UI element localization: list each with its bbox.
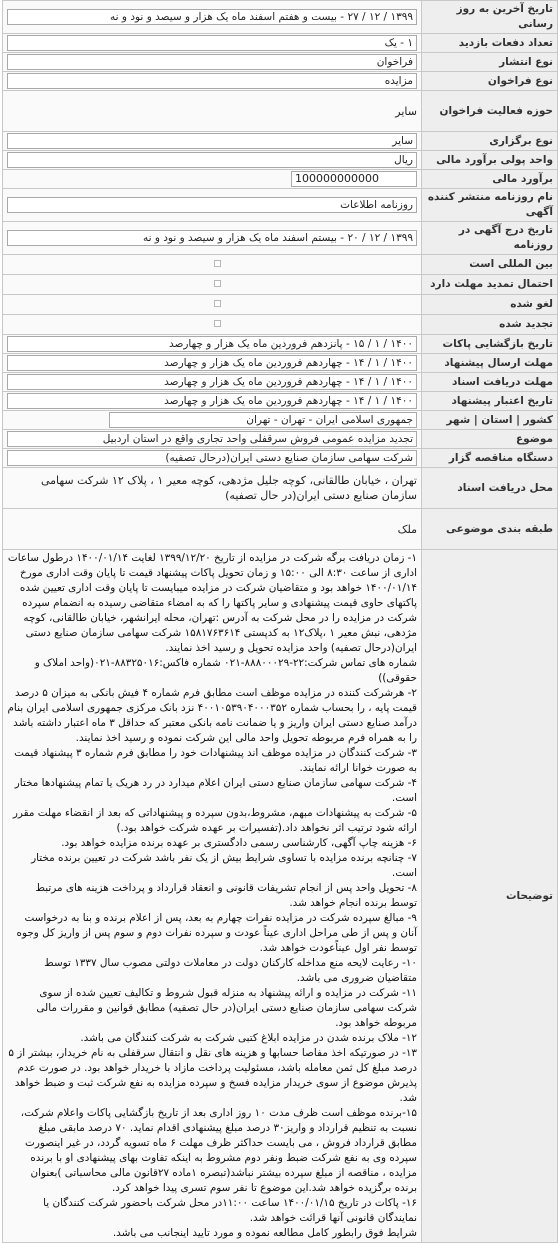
row-address [3, 468, 558, 509]
description-body [3, 550, 422, 1243]
row-currency [3, 151, 558, 170]
publish-type-label: نوع انتشار [422, 53, 558, 72]
row-holding-type [3, 132, 558, 151]
description-paragraph: ۳- شرکت کنندگان در مزایده موظف اند پیشنهادات خود را مطابق فرم شماره ۳ پیشنهاد قیمت به صورت خوانا ارائه نمایند. [14, 747, 417, 774]
location-label: کشور | استان | شهر [422, 411, 558, 430]
tender-info-table [2, 0, 558, 1243]
subject-value: تجدید مزایده عمومی فروش سرقفلی واحد تجاری واقع در استان اردبیل [7, 431, 417, 447]
activity-area-label: حوزه فعالیت فراخوان [422, 91, 558, 132]
description-paragraph: شماره های تماس شرکت:۲۲-۸۸۸۰۰۰۲۹-۰۲۱ شماره فاکس:۸۸۳۲۵۰۱۶-۰۲۱(واحد املاک و حقوقی)) [34, 657, 417, 684]
newspaper-date-value: ۱۳۹۹ / ۱۲ / ۲۰ - بیستم اسفند ماه یک هزار و سیصد و نود و نه [7, 230, 417, 246]
opening-date-value: ۱۴۰۰ / ۱ / ۱۵ - پانزدهم فروردین ماه یک هزار و چهارصد [7, 336, 417, 352]
last-update-value: ۱۳۹۹ / ۱۲ / ۲۷ - بیست و هفتم اسفند ماه یک هزار و سیصد و نود و نه [7, 9, 417, 25]
cancelled-label: لغو شده [422, 295, 558, 315]
description-paragraph: ۱۱- شرکت در مزایده و ارائه پیشنهاد به منزله قبول شروط و تکالیف تعیین شده از سوی شرکت سهامی سازمان صنایع دستی ایران(در حال تصفیه) مطابق قوانین و مقررات مالی مربوطه خواهد بود. [36, 987, 417, 1029]
currency-label: واحد پولی برآورد مالی [422, 151, 558, 170]
row-last-update [3, 1, 558, 34]
extension-label: احتمال تمدید مهلت دارد [422, 275, 558, 295]
row-send-deadline [3, 354, 558, 373]
description-paragraph: ۱- زمان دریافت برگه شرکت در مزایده از تاریخ ۱۳۹۹/۱۲/۲۰ لغایت ۱۴۰۰/۰۱/۱۴ درطول ساعات اداری از ساعت ۸:۳۰ الی ۱۵:۰۰ و زمان تحویل پاکات پیشنهاد قیمت تا پایان وقت اداری مورخ ۱۴۰۰/۰۱/۱۴ خواهد بود و متقاضیان شرکت در مزایده میبایست تا پایان وقت اداری تعیین شده پاکتهای حاوی قیمت پیشنهادی و سایر پاکتها را که به امضاء متقاضی رسیده به انضمام سپرده شرکت در مزایده را در محل شرکت به آدرس :تهران، محله ایرانشهر، خیابان طالقانی، کوچه مژدهی، نبش معیر ۱ ،پلاک۱۲ به کدپستی ۱۵۸۱۷۶۳۶۱۴ شرکت سهامی سازمان صنایع دستی ایران(درحال تصفیه) واحد مزایده تحویل و رسید اخذ نمایند. [7, 552, 417, 654]
description-paragraph: ۷- چنانچه برنده مزایده با تساوی شرایط بیش از یک نفر باشد شرکت در تعیین برنده مختار است. [31, 852, 417, 879]
activity-area-value: سایر [3, 91, 422, 132]
description-paragraph: ۱۳- در صورتیکه اخذ مفاصا حسابها و هزینه های نقل و انتقال سرقفلی به نام خریدار، بیشتر از ۵ درصد مبلغ کل ثمن معامله باشد، مسئولیت پرداخت مازاد با خریدار خواهد بود. در صورت عدم پذیرش موضوع از سوی خریدار مزایده فسخ و سپرده مزایده به نفع شرکت ثبت و ضبط خواهد شد. [8, 1047, 417, 1104]
receive-deadline-value: ۱۴۰۰ / ۱ / ۱۴ - چهاردهم فروردین ماه یک هزار و چهارصد [7, 374, 417, 390]
holding-type-label: نوع برگزاری [422, 132, 558, 151]
organizer-label: دستگاه مناقصه گزار [422, 449, 558, 468]
row-organizer [3, 449, 558, 468]
publish-type-value: فراخوان [7, 54, 417, 70]
call-type-label: نوع فراخوان [422, 72, 558, 91]
row-validity-date [3, 392, 558, 411]
row-visit-count [3, 34, 558, 53]
currency-value: ریال [7, 152, 417, 168]
last-update-label: تاریخ آخرین به روز رسانی [422, 1, 558, 34]
international-label: بین المللی است [422, 255, 558, 275]
row-call-type [3, 72, 558, 91]
row-extension [3, 275, 558, 295]
estimate-value: 100000000000 [291, 171, 417, 187]
newspaper-label: نام روزنامه منتشر کننده آگهی [422, 189, 558, 222]
row-newspaper [3, 189, 558, 222]
row-renewed [3, 315, 558, 335]
newspaper-value: روزنامه اطلاعات [7, 197, 417, 213]
row-estimate [3, 170, 558, 189]
row-opening-date [3, 335, 558, 354]
renewed-checkbox [214, 320, 221, 327]
row-newspaper-date [3, 222, 558, 255]
validity-date-value: ۱۴۰۰ / ۱ / ۱۴ - چهاردهم فروردین ماه یک هزار و چهارصد [7, 393, 417, 409]
validity-date-label: تاریخ اعتبار پیشنهاد [422, 392, 558, 411]
estimate-label: برآورد مالی [422, 170, 558, 189]
row-category [3, 509, 558, 550]
description-paragraph: ۹- مبالغ سپرده شرکت در مزایده نفرات چهارم به بعد، پس از اعلام برنده و بنا به درخواست آنان و پس از طی مراحل اداری عیناً عودت و سپرده نفرات دوم و سوم پس از واریز کل وجوه توسط نفر اول عیناًعودت خواهد شد. [16, 912, 417, 954]
description-paragraph: ۱۵-برنده موظف است ظرف مدت ۱۰ روز اداری بعد از تاریخ بازگشایی پاکات واعلام شرکت، نسبت به تنظیم قرارداد و واریز۳۰ درصد مبلغ پیشنهادی اقدام نماید. ۷۰ درصد مابقی مبلغ مطابق قرارداد فروش ، می بایست حداکثر ظرف مهلت ۶ ماه تسویه گردد، در غیر اینصورت سپرده وی به نفع شرکت ضبط ونفر دوم مشروط به اینکه تفاوت بهای پیشنهادی او با برنده مزایده ، مناقصه از مبلغ سپرده بیشتر نباشد(تبصره ۱ماده ۲۷قانون مالی محاسباتی )بعنوان برنده برگزیده خواهد شد.این موضوع تا نفر سوم تسری پیدا خواهد کرد. [20, 1107, 417, 1194]
holding-type-value: سایر [7, 133, 417, 149]
location-value: جمهوری اسلامی ایران - تهران - تهران [109, 412, 417, 428]
opening-date-label: تاریخ بازگشایی پاکات [422, 335, 558, 354]
description-label: توضیحات [422, 550, 558, 1243]
row-international [3, 255, 558, 275]
visit-count-label: تعداد دفعات بازدید [422, 34, 558, 53]
address-value: تهران ، خیابان طالقانی، کوچه جلیل مژدهی، کوچه معیر ۱ ، پلاک ۱۲ شرکت سهامی سازمان صنایع دستی ایران(در حال تصفیه) [3, 468, 422, 509]
address-label: محل دریافت اسناد [422, 468, 558, 509]
row-description [3, 550, 558, 1243]
description-paragraph: ۱۰- رعایت لایحه منع مداخله کارکنان دولت در معاملات دولتی مصوب سال ۱۳۳۷ توسط متقاضیان ضروری می باشد. [44, 957, 417, 984]
description-paragraph: ۸- تحویل واحد پس از انجام تشریفات قانونی و انعقاد قرارداد و پرداخت هزینه های مرتبط توسط برنده انجام خواهد شد. [35, 882, 417, 909]
extension-checkbox [214, 280, 221, 287]
description-paragraph: شرایط فوق رابطور کامل مطالعه نموده و مورد تایید اینجانب می باشد. [112, 1227, 417, 1239]
row-location [3, 411, 558, 430]
row-activity-area [3, 91, 558, 132]
cancelled-checkbox [214, 300, 221, 307]
description-paragraph: ۱۶- پاکات در تاریخ ۱۴۰۰/۰۱/۱۵ ساعت ۱۱:۰۰در محل شرکت باحضور شرکت کنندگان یا نمایندگان قانونی آنها قرائت خواهد شد. [43, 1197, 417, 1224]
category-value: ملک [3, 509, 422, 550]
visit-count-value: ۱ - یک [7, 35, 417, 51]
organizer-value: شرکت سهامی سازمان صنایع دستی ایران(درحال تصفیه) [7, 450, 417, 466]
send-deadline-label: مهلت ارسال پیشنهاد [422, 354, 558, 373]
description-paragraph: ۴- شرکت سهامی سازمان صنایع دستی ایران اعلام میدارد در رد هریک یا تمام پیشنهادها مختار است. [14, 777, 417, 804]
description-paragraph: ۲- هرشرکت کننده در مزایده موظف است مطابق فرم شماره ۴ فیش بانکی به میزان ۵ درصد قیمت پایه ، را بحساب شماره ۴۰۰۱۰۵۳۹۰۴۰۰۰۳۵۲ نزد بانک مرکزی جمهوری اسلامی ایران بنام درآمد صنایع دستی ایران واریز و یا ضمانت نامه بانکی معتبر که حداقل ۳ ماه اعتبار داشته باشد را به همراه فرم مربوطه تحویل واحد مالی این شرکت نموده و رسید اخذ نمایند. [7, 687, 417, 744]
subject-label: موضوع [422, 430, 558, 449]
call-type-value: مزایده [7, 73, 417, 89]
row-cancelled [3, 295, 558, 315]
row-receive-deadline [3, 373, 558, 392]
description-paragraph: ۵- شرکت به پیشنهادات مبهم، مشروط،بدون سپرده و پیشنهاداتی که بعد از انقضاء مهلت مقرر ارائه شود ترتیب اثر نخواهد داد.(تفسیرات بر عهده شرکت خواهد بود.) [12, 807, 417, 834]
description-paragraph: ۱۲- ملاک برنده شدن در مزایده ابلاغ کتبی شرکت به شرکت کنندگان می باشد. [80, 1032, 417, 1044]
newspaper-date-label: تاریخ درج آگهی در روزنامه [422, 222, 558, 255]
international-checkbox [214, 260, 221, 267]
description-paragraph: ۶- هزینه چاپ آگهی، کارشناسی رسمی دادگستری بر عهده برنده مزایده خواهد بود. [61, 837, 417, 849]
row-publish-type [3, 53, 558, 72]
send-deadline-value: ۱۴۰۰ / ۱ / ۱۴ - چهاردهم فروردین ماه یک هزار و چهارصد [7, 355, 417, 371]
renewed-label: تجدید شده [422, 315, 558, 335]
category-label: طبقه بندی موضوعی [422, 509, 558, 550]
receive-deadline-label: مهلت دریافت اسناد [422, 373, 558, 392]
row-subject [3, 430, 558, 449]
